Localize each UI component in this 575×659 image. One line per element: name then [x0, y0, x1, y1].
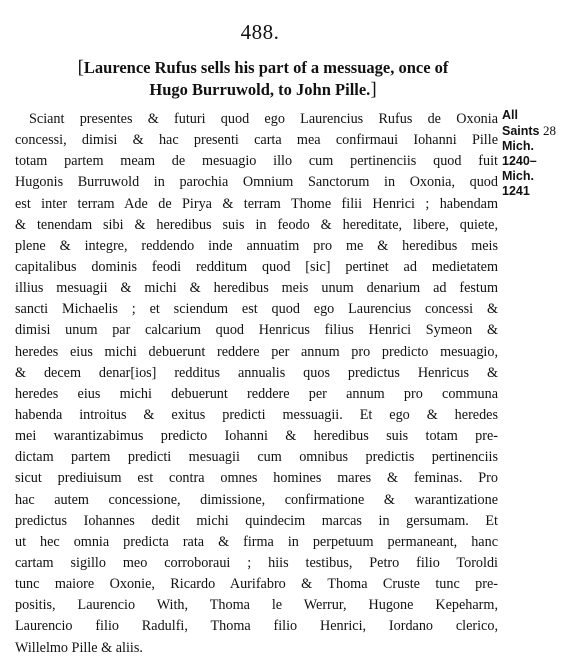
charter-line: Sciant presentes & futuri quod ego Laurencius Rufus de Oxonia — [29, 111, 498, 127]
charter-line: est inter terram Ade de Pirya & terram Thome filii Henrici ; habendam — [15, 195, 498, 212]
charter-line: illius mesuagii & michi & heredibus meis unum denarium ad festum — [15, 280, 498, 297]
charter-line: predictus Iohannes dedit michi quindecim marcas in gersumam. Et — [15, 512, 498, 529]
margin-line-3: Mich. — [502, 139, 534, 153]
charter-line: Hugonis Burruwold in parochia Omnium Sanctorum in Oxonia, quod — [15, 174, 498, 191]
charter-line: ut hec omnia predicta rata & firma in perpetuum permaneant, hanc — [15, 533, 498, 550]
heading-open-bracket: [ — [77, 57, 84, 78]
charter-line: concessi, dimisi & hac presenti carta mea confirmaui Iohanni Pille — [15, 132, 498, 149]
charter-line: mei warantizabimus predicto Iohanni & heredibus suis totam pre- — [15, 428, 498, 445]
charter-line: sicut prediuisum est contra omnes homines mares & feminas. Pro — [15, 470, 498, 487]
heading-close-bracket: ] — [370, 79, 377, 100]
heading-line-1 — [28, 57, 498, 79]
charter-line: dimisi unum par calcarium quod Henricus filius Henrici Symeon & — [15, 322, 498, 339]
charter-line: sancti Michaelis ; et sciendum est quod ego Laurencius concessi & — [15, 301, 498, 318]
charter-line: & tenendam sibi & heredibus suis in feodo & hereditate, libere, quiete, — [15, 216, 498, 233]
margin-line-1: All — [502, 108, 518, 122]
margin-line-2 — [502, 123, 572, 139]
heading-text-2: Hugo Burruwold, to John Pille. — [149, 80, 371, 99]
charter-text — [15, 109, 498, 659]
charter-line: habenda introitus & exitus predicti messuagii. Et ego & heredes — [15, 406, 498, 423]
charter-line: heredes eius michi debuerunt reddere per annum pro communa — [15, 385, 498, 402]
charter-line: plene & integre, reddendo inde annuatim pro me & heredibus meis — [15, 237, 498, 254]
heading-line-2 — [28, 79, 498, 101]
charter-line: capitalibus dominis feodi redditum quod [sic] pertinet ad medietatem — [15, 258, 498, 275]
document-heading — [28, 57, 498, 101]
margin-line-5: Mich. — [502, 169, 534, 183]
charter-line: Willelmo Pille & aliis. — [15, 639, 143, 656]
charter-line: positis, Laurencio With, Thoma le Werrur, Hugone Kepeharm, — [15, 597, 498, 614]
margin-saints: Saints — [502, 124, 540, 138]
page-number: 488. — [240, 20, 280, 44]
date-margin-note — [502, 108, 572, 199]
charter-line: heredes eius michi debuerunt reddere per annum pro predicto mesuagio, — [15, 343, 498, 360]
charter-line: hac autem concessione, dimissione, confirmatione & warantizatione — [15, 491, 498, 508]
margin-day-number: 28 — [543, 123, 556, 138]
charter-line: dictam partem predicti mesuagii cum omnibus predictis pertinenciis — [15, 449, 498, 466]
margin-line-6: 1241 — [502, 184, 530, 198]
charter-line: Laurencio filio Radulfi, Thoma filio Henrici, Iordano clerico, — [15, 618, 498, 635]
heading-text-1: Laurence Rufus sells his part of a messuage, once of — [83, 58, 449, 77]
charter-line: tunc maiore Oxonie, Ricardo Aurifabro & Thoma Cruste tunc pre- — [15, 576, 498, 593]
charter-line: cartam sigillo meo corroboraui ; hiis testibus, Petro filio Toroldi — [15, 554, 498, 571]
charter-line: totam partem meam de mesuagio illo cum pertinenciis quod fuit — [15, 153, 498, 170]
margin-line-4: 1240– — [502, 154, 537, 168]
charter-line: & decem denar[ios] redditus annualis quos predictus Henricus & — [15, 364, 498, 381]
